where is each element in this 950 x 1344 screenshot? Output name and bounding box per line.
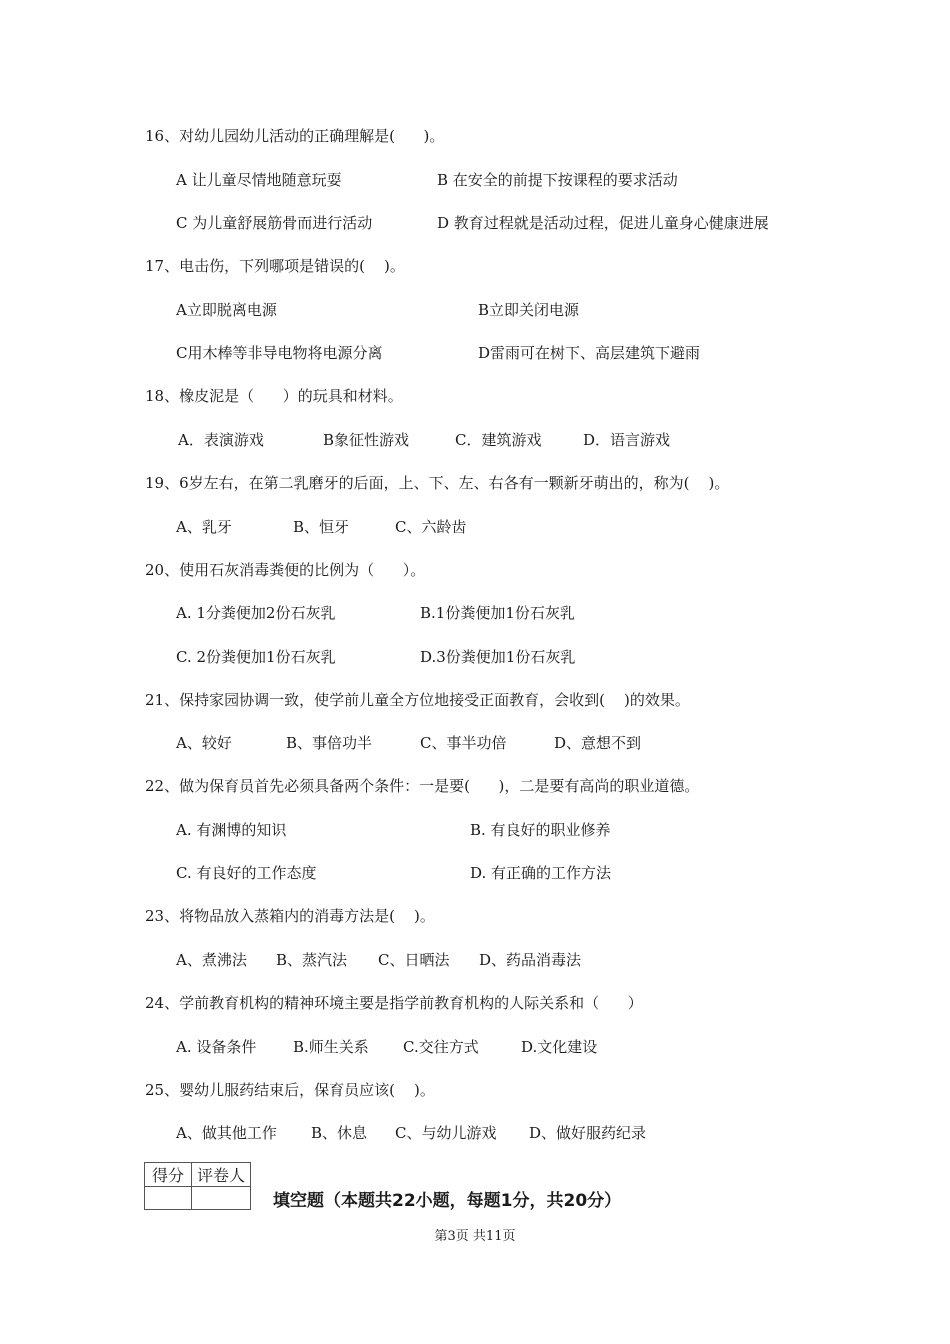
question-24-option-a: A. 设备条件 (176, 1038, 257, 1056)
score-cell (145, 1187, 192, 1210)
question-17-option-a: A立即脱离电源 (176, 301, 277, 319)
question-22-stem: 22、做为保育员首先必须具备两个条件：一是要( )，二是要有高尚的职业道德。 (145, 777, 700, 795)
question-20-option-d: D.3份粪便加1份石灰乳 (420, 648, 576, 666)
question-22-option-a: A. 有渊博的知识 (176, 821, 287, 839)
grader-cell (192, 1187, 251, 1210)
question-23-stem: 23、将物品放入蒸箱内的消毒方法是( )。 (145, 907, 435, 925)
question-16-stem: 16、对幼儿园幼儿活动的正确理解是( )。 (145, 127, 445, 145)
question-24-stem: 24、学前教育机构的精神环境主要是指学前教育机构的人际关系和（ ） (145, 994, 643, 1012)
question-16-option-c: C 为儿童舒展筋骨而进行活动 (176, 214, 373, 232)
grader-header: 评卷人 (192, 1163, 251, 1187)
question-20-option-a: A. 1分粪便加2份石灰乳 (176, 604, 336, 622)
question-20-stem: 20、使用石灰消毒粪便的比例为（ ）。 (145, 561, 426, 579)
page-footer: 第3页 共11页 (434, 1229, 516, 1244)
question-16-option-a: A 让儿童尽情地随意玩耍 (176, 171, 342, 189)
question-25-option-c: C、与幼儿游戏 (395, 1124, 497, 1142)
question-21-option-b: B、事倍功半 (286, 734, 373, 752)
question-20-option-b: B.1份粪便加1份石灰乳 (420, 604, 575, 622)
question-17-stem: 17、电击伤，下列哪项是错误的( )。 (145, 257, 405, 275)
question-22-option-d: D. 有正确的工作方法 (470, 864, 612, 882)
question-25-stem: 25、婴幼儿服药结束后，保育员应该( )。 (145, 1081, 435, 1099)
question-22-option-b: B. 有良好的职业修养 (470, 821, 611, 839)
question-24-option-c: C.交往方式 (403, 1038, 479, 1056)
question-17-option-b: B立即关闭电源 (478, 301, 580, 319)
question-17-option-c: C用木棒等非导电物将电源分离 (176, 344, 383, 362)
question-22-option-c: C. 有良好的工作态度 (176, 864, 317, 882)
question-17-option-d: D雷雨可在树下、高层建筑下避雨 (478, 344, 701, 362)
question-16-option-d: D 教育过程就是活动过程，促进儿童身心健康进展 (437, 214, 769, 232)
question-20-option-c: C. 2份粪便加1份石灰乳 (176, 648, 336, 666)
question-25-option-d: D、做好服药纪录 (529, 1124, 647, 1142)
question-19-stem: 19、6岁左右，在第二乳磨牙的后面，上、下、左、右各有一颗新牙萌出的，称为( )。 (145, 474, 730, 492)
question-18-option-c: C．建筑游戏 (455, 431, 542, 449)
question-21-stem: 21、保持家园协调一致，使学前儿童全方位地接受正面教育，会收到( )的效果。 (145, 691, 690, 709)
question-21-option-d: D、意想不到 (554, 734, 642, 752)
question-23-option-d: D、药品消毒法 (479, 951, 582, 969)
question-18-option-a: A．表演游戏 (178, 431, 264, 449)
question-19-option-b: B、恒牙 (293, 518, 350, 536)
question-18-stem: 18、橡皮泥是（ ）的玩具和材料。 (145, 387, 403, 405)
question-23-option-b: B、蒸汽法 (276, 951, 348, 969)
question-25-option-b: B、休息 (311, 1124, 368, 1142)
question-21-option-a: A、较好 (176, 734, 232, 752)
question-16-option-b: B 在安全的前提下按课程的要求活动 (437, 171, 678, 189)
section-title: 填空题（本题共22小题，每题1分，共20分） (273, 1191, 622, 1211)
question-21-option-c: C、事半功倍 (420, 734, 507, 752)
question-19-option-a: A、乳牙 (176, 518, 232, 536)
score-table (144, 1162, 251, 1210)
question-24-option-b: B.师生关系 (293, 1038, 369, 1056)
question-19-option-c: C、六龄齿 (395, 518, 467, 536)
question-25-option-a: A、做其他工作 (176, 1124, 277, 1142)
question-24-option-d: D.文化建设 (521, 1038, 598, 1056)
question-18-option-d: D．语言游戏 (583, 431, 671, 449)
question-23-option-c: C、日晒法 (378, 951, 450, 969)
question-18-option-b: B象征性游戏 (323, 431, 410, 449)
question-23-option-a: A、煮沸法 (176, 951, 247, 969)
score-header: 得分 (145, 1163, 192, 1187)
